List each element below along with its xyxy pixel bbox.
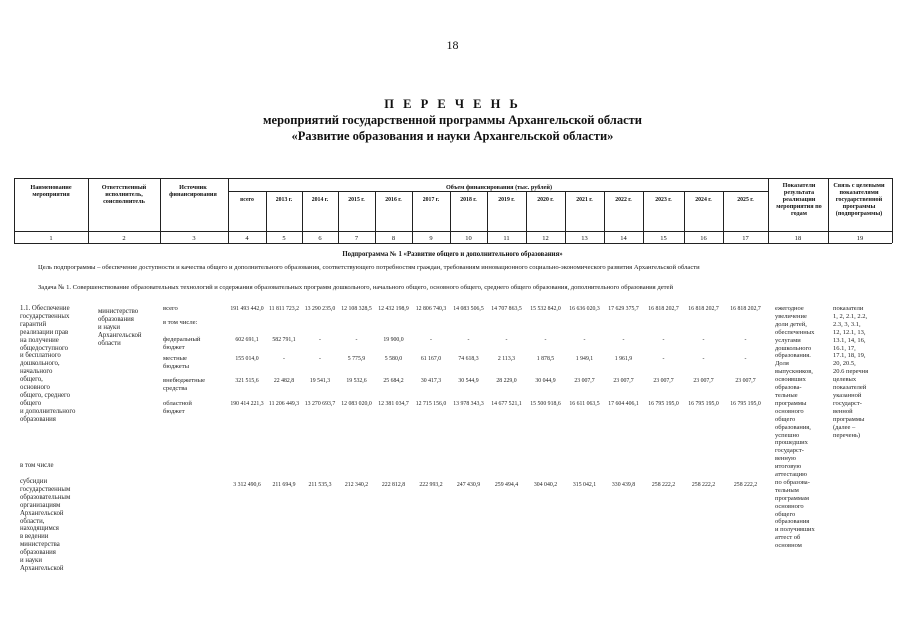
measure-subsidies-line: в ведении [20, 533, 49, 541]
measure-name-line: общедоступного [20, 344, 69, 352]
value-cell: 16 818 202,7 [688, 306, 719, 312]
header-year: 2017 г. [422, 197, 440, 203]
funding-source-line: бюджет [163, 343, 185, 351]
result-indicators-line: Доля [775, 360, 789, 368]
column-number: 9 [429, 235, 433, 242]
value-cell: 17 629 375,7 [608, 306, 639, 312]
measure-subsidies-line: государственным [20, 485, 71, 493]
grid-vline [228, 178, 229, 243]
result-indicators-line: успешно [775, 431, 800, 439]
grid-vline [14, 178, 15, 243]
measure-name-line: основного [20, 384, 50, 392]
value-cell: - [319, 356, 321, 362]
target-link [833, 305, 891, 439]
executor [98, 308, 142, 348]
value-cell: 222 993,2 [419, 482, 443, 488]
target-link-line: 13.1, 14, 16, [833, 336, 866, 344]
value-cell: 30 044,9 [535, 378, 556, 384]
measure-name-line: и бесплатного [20, 352, 61, 360]
measure-subsidies-line: и науки [20, 557, 42, 565]
grid-vline [160, 178, 161, 243]
column-number: 16 [700, 235, 707, 242]
measure-name-line: образования [20, 415, 56, 423]
target-link-line: 1, 2, 2.1, 2.2, [833, 312, 868, 320]
target-link-line: государст- [833, 399, 862, 407]
value-cell: - [744, 356, 747, 362]
value-cell: 30 417,3 [420, 378, 442, 384]
value-cell: - [355, 337, 358, 343]
value-cell: 12 381 034,7 [378, 401, 409, 407]
grid-vline [768, 178, 769, 243]
value-cell: 16 611 063,5 [569, 401, 600, 407]
executor-line: образования [98, 315, 134, 323]
header-year: 2021 г. [576, 197, 593, 203]
grid-hline [14, 243, 892, 244]
value-cell: 222 812,8 [381, 482, 406, 488]
grid-vline [88, 178, 89, 243]
target-link-line: (далее – [833, 423, 856, 431]
target-link-line: показатели [833, 305, 864, 312]
measure-subsidies-line: находящимся [20, 525, 59, 533]
column-number: 2 [122, 235, 126, 242]
target-link-line: целевых [833, 376, 857, 384]
column-number: 6 [318, 235, 322, 242]
header-total: всего [240, 197, 254, 203]
measure-subsidies-line: министерства [20, 541, 60, 549]
measure-subsidies-line: организациям [20, 501, 61, 509]
value-cell: 23 007,7 [613, 378, 634, 384]
value-cell: 19 541,3 [309, 378, 331, 384]
value-cell: 13 978 343,3 [453, 401, 484, 407]
value-cell: 247 430,9 [456, 482, 481, 488]
value-cell: 14 083 506,5 [453, 306, 484, 312]
funding-source-line: внебюджетные [163, 377, 206, 384]
value-cell: - [505, 337, 508, 343]
funding-source-line: бюджет [163, 407, 185, 415]
header-year: 2019 г. [498, 197, 515, 203]
program-name: «Развитие образования и науки Архангельской области» [291, 129, 614, 143]
result-indicators-line: тельным [775, 486, 799, 494]
value-cell: 14 677 521,1 [491, 401, 522, 407]
value-cell: 25 684,2 [383, 378, 404, 384]
column-number: 11 [503, 235, 510, 242]
target-link-line: показателей [833, 384, 867, 392]
value-cell: 155 014,0 [235, 356, 259, 362]
value-cell: - [283, 356, 285, 362]
header-executor: Ответственный исполнитель, соисполнитель [101, 184, 147, 205]
value-cell: 28 229,0 [496, 378, 517, 384]
target-link-line: программы [833, 415, 865, 423]
value-cell: 16 795 195,0 [730, 401, 761, 407]
result-indicators-line: общего [775, 510, 796, 518]
value-cell: 30 544,9 [458, 378, 479, 384]
measure-subsidies [20, 478, 70, 573]
document-title: П Е Р Е Ч Е Н Ь [384, 97, 521, 111]
result-indicators-line: программам [775, 494, 809, 502]
value-cell: 258 222,2 [651, 482, 676, 488]
value-cell: - [662, 337, 665, 343]
value-cell: - [702, 337, 705, 343]
value-cell: 582 791,1 [272, 337, 296, 343]
funding-source [163, 305, 178, 313]
value-cell: 2 113,3 [497, 356, 516, 362]
executor-line: и науки [98, 323, 120, 331]
header-year: 2014 г. [311, 197, 329, 203]
value-cell: - [702, 356, 705, 362]
value-cell: 13 290 235,0 [304, 306, 336, 312]
grid-hline [228, 191, 768, 192]
value-cell: 330 439,8 [611, 482, 636, 488]
funding-source-line: федеральный [163, 336, 201, 343]
result-indicators-line: тельные [775, 391, 798, 399]
value-cell: 304 040,2 [533, 482, 558, 488]
result-indicators-line: образова- [775, 384, 802, 392]
result-indicators-line: прошедших [775, 439, 808, 447]
value-cell: 190 414 221,3 [230, 401, 264, 407]
value-cell: 19 532,6 [346, 378, 367, 384]
column-number: 13 [581, 235, 588, 242]
value-cell: 16 818 202,7 [648, 306, 679, 312]
column-number: 15 [660, 235, 667, 242]
value-cell: 74 618,3 [458, 356, 479, 362]
grid-hline [14, 178, 892, 179]
funding-source [163, 355, 189, 371]
value-cell: 12 432 198,9 [378, 306, 409, 312]
funding-source-line: всего [163, 305, 178, 312]
value-cell: 15 532 842,0 [530, 306, 561, 312]
value-cell: 315 042,1 [572, 482, 597, 488]
column-number: 14 [620, 235, 627, 242]
value-cell: 19 900,0 [383, 337, 404, 343]
measure-subsidies-line: области, [20, 517, 45, 525]
result-indicators-line: доли детей, [775, 320, 807, 328]
header-source: Источник финансирования [169, 184, 217, 198]
value-cell: 321 515,6 [235, 378, 259, 384]
measure-subsidies-line: образовательным [20, 493, 71, 501]
subprogram-goal: Цель подпрограммы – обеспечение доступности и качества общего и дополнительного образования, соответствующего потребностям граждан, требованиям инновационного социально-экономического развития Архангельской области [38, 264, 700, 271]
column-number: 1 [49, 235, 53, 242]
column-number: 4 [245, 235, 249, 242]
header-year: 2015 г. [348, 197, 365, 203]
header-link: Связь с целевыми показателями государственной программы (подпрограммы) [833, 182, 885, 217]
grid-vline [892, 178, 893, 243]
value-cell: 11 206 449,3 [268, 401, 300, 407]
grid-hline [14, 231, 892, 232]
target-link-line: 20.6 перечня [833, 368, 869, 376]
value-cell: - [622, 337, 625, 343]
page-number: 18 [446, 38, 459, 52]
value-cell: 1 949,1 [575, 356, 594, 362]
target-link-line: указанной [833, 391, 862, 399]
value-cell: 12 806 740,3 [415, 306, 447, 312]
result-indicators-line: основного [775, 502, 804, 510]
value-cell: - [430, 337, 432, 343]
measure-subsidies-line: Архангельской [20, 509, 64, 517]
value-cell: 3 312 490,6 [233, 482, 261, 488]
executor-line: области [98, 339, 121, 347]
target-link-line: венной [833, 407, 853, 415]
value-cell: 212 340,2 [344, 482, 369, 488]
result-indicators-line: образования. [775, 352, 811, 360]
result-indicators [775, 305, 830, 550]
value-cell: 191 493 442,0 [230, 306, 264, 312]
value-cell: 23 007,7 [693, 378, 714, 384]
value-cell: 5 580,0 [384, 356, 403, 362]
result-indicators-line: основном [775, 542, 802, 550]
subprogram-title: Подпрограмма № 1 «Развитие общего и дополнительного образования» [342, 251, 563, 258]
value-cell: 602 691,1 [235, 337, 259, 343]
header-year: 2013 г. [275, 197, 293, 203]
result-indicators-line: государст- [775, 447, 804, 455]
measure-name-line: общего, [20, 376, 43, 384]
target-link-line: 16.1, 17, [833, 344, 856, 352]
value-cell: 23 007,7 [574, 378, 595, 384]
result-indicators-line: образования [775, 518, 810, 526]
measure-name [20, 305, 75, 424]
value-cell: - [744, 337, 747, 343]
value-cell: 258 222,2 [691, 482, 716, 488]
value-cell: 16 636 020,3 [569, 306, 600, 312]
funding-source [163, 400, 192, 416]
result-indicators-line: дошкольного [775, 344, 812, 352]
measure-name-line: гарантий [20, 320, 47, 328]
result-indicators-line: итоговую [775, 463, 802, 471]
value-cell: 16 795 195,0 [688, 401, 719, 407]
result-indicators-line: и получивших [775, 526, 815, 534]
value-cell: 211 694,9 [272, 482, 296, 488]
measure-subsidies-line: образования [20, 549, 56, 557]
measure-name-line: государственных [20, 312, 70, 320]
value-cell: - [319, 337, 321, 343]
value-cell: 258 222,2 [733, 482, 758, 488]
column-number: 19 [856, 235, 864, 242]
target-link-line: 17.1, 18, 19, [833, 352, 866, 360]
value-cell: 16 818 202,7 [730, 306, 761, 312]
value-cell: 15 500 918,6 [530, 401, 561, 407]
header-year: 2020 г. [537, 197, 554, 203]
funding-source [163, 377, 205, 393]
measure-name-line: общего, среднего [20, 391, 70, 399]
value-cell: 16 795 195,0 [648, 401, 679, 407]
result-indicators-line: выпускников, [775, 368, 813, 376]
funding-source [163, 319, 197, 327]
result-indicators-line: освоивших [775, 376, 806, 384]
result-indicators-line: по образова- [775, 478, 810, 486]
result-indicators-line: общего [775, 415, 796, 423]
result-indicators-line: основного [775, 407, 804, 415]
result-indicators-line: аттестацию [775, 471, 807, 479]
task-title: Задача № 1. Совершенствование образовательных технологий и содержания образовательных программ дошкольного, начального общего, основного общего, среднего общего образования, дополнительного образования детей [38, 284, 673, 291]
header-measure: Наименование мероприятия [30, 184, 72, 198]
value-cell: 22 482,8 [273, 378, 295, 384]
value-cell: 17 604 406,1 [608, 401, 639, 407]
executor-line: Архангельской [98, 331, 142, 339]
result-indicators-line: образования, [775, 423, 811, 431]
measure-subsidies-line: Архангельской [20, 564, 64, 572]
target-link-line: перечень) [833, 431, 861, 439]
measure-name-line: начального [20, 368, 53, 376]
funding-source-line: бюджеты [163, 362, 190, 370]
measure-name-line: дошкольного, [20, 360, 60, 368]
header-volume: Объем финансирования (тыс. рублей) [445, 184, 552, 191]
measure-including: в том числе [20, 462, 54, 469]
result-indicators-line: программы [775, 399, 807, 407]
target-link-line: 20, 20.5, [833, 360, 856, 368]
value-cell: - [544, 337, 547, 343]
value-cell: 23 007,7 [735, 378, 756, 384]
funding-source-line: местные [163, 355, 187, 362]
funding-source [163, 336, 200, 352]
measure-name-line: и дополнительного [20, 407, 76, 415]
header-year: 2024 г. [695, 197, 712, 203]
document-subtitle: мероприятий государственной программы Архангельской области [263, 113, 642, 127]
value-cell: 12 715 156,0 [415, 401, 447, 407]
funding-source-line: средства [163, 384, 188, 392]
executor-line: министерство [98, 308, 139, 315]
funding-source-line: областной [163, 400, 192, 407]
column-number: 3 [192, 235, 196, 242]
value-cell: 1 961,9 [614, 356, 633, 362]
target-link-line: 2.3, 3, 3.1, [833, 320, 861, 328]
column-number: 7 [354, 235, 359, 242]
header-year: 2018 г. [460, 197, 477, 203]
funding-source-line: в том числе: [163, 319, 198, 326]
value-cell: 5 775,9 [347, 356, 366, 362]
value-cell: 11 811 723,2 [268, 306, 300, 312]
column-number: 8 [391, 235, 396, 242]
target-link-line: 12, 12.1, 13, [833, 328, 866, 336]
column-number: 10 [465, 235, 472, 242]
result-indicators-line: услугами [775, 336, 801, 344]
measure-subsidies-line: субсидии [20, 478, 48, 485]
header-year: 2016 г. [385, 197, 402, 203]
header-year: 2023 г. [655, 197, 672, 203]
measure-name-line: на получение [20, 336, 59, 344]
column-number: 12 [542, 235, 549, 242]
column-number: 18 [794, 235, 802, 242]
result-indicators-line: венную [775, 455, 796, 463]
measure-name-line: реализации прав [20, 328, 69, 336]
value-cell: 14 707 863,5 [491, 306, 522, 312]
value-cell: 1 878,5 [536, 356, 555, 362]
value-cell: - [583, 337, 586, 343]
value-cell: 23 007,7 [653, 378, 674, 384]
value-cell: 259 494,4 [494, 482, 519, 488]
column-number: 5 [282, 235, 286, 242]
result-indicators-line: ежегодное [775, 305, 804, 312]
value-cell: 211 535,3 [308, 482, 332, 488]
value-cell: - [467, 337, 470, 343]
value-cell: 12 108 328,5 [341, 306, 372, 312]
measure-name-line: общего [20, 399, 42, 407]
value-cell: 13 270 693,7 [304, 401, 336, 407]
column-number: 17 [742, 235, 749, 242]
header-year: 2025 г. [737, 197, 754, 203]
value-cell: 61 167,0 [420, 356, 442, 362]
measure-name-line: 1.1. Обеспечение [20, 305, 70, 312]
value-cell: 12 083 020,0 [341, 401, 372, 407]
header-year: 2022 г. [615, 197, 632, 203]
result-indicators-line: обеспеченных [775, 328, 815, 336]
value-cell: - [662, 356, 665, 362]
result-indicators-line: аттест об [775, 534, 801, 542]
header-indicators: Показатели результата реализации мероприятия по годам [776, 182, 822, 217]
result-indicators-line: увеличение [775, 312, 807, 320]
